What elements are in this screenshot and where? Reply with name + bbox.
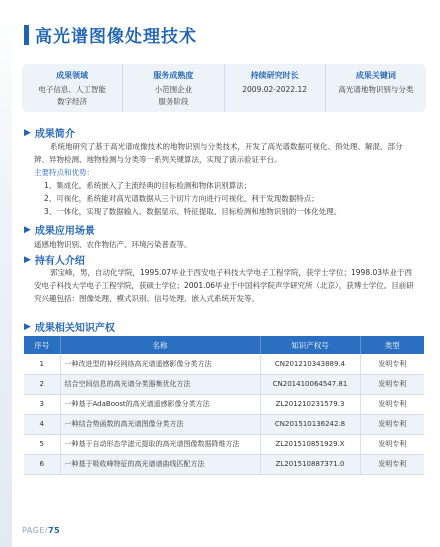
info-duration [224,64,325,112]
cell-type: 发明专利 [360,454,424,474]
cell-type: 发明专利 [360,414,424,434]
cell-ip-number: ZL201510851929.X [260,434,360,454]
cell-ip-number: CN201510136242.8 [260,414,360,434]
section-owner-heading [24,252,85,267]
info-value: 电子信息、人工智能 数字经济 [38,85,106,106]
triangle-icon: ▶ [24,127,31,138]
section-intro-heading [24,125,75,140]
cell-type: 发明专利 [360,434,424,454]
cell-ip-number: ZL201510887371.0 [260,454,360,474]
page-title: 高光谱图像处理技术 [35,27,197,47]
intro-paragraph: 系统地研究了基于高光谱成像技术的地物识别与分类技术，开发了高光谱数据可视化、预处理、解混、部分辨、异物检测、地物检测与分类等一系列关键算法，实现了演示验证平台。 [34,142,403,164]
page-number [22,526,60,535]
cell-no: 5 [24,434,60,454]
info-maturity [122,64,223,112]
info-label: 成果领域 [56,71,89,80]
cell-name: 一种结合势函数的高光谱图像分类方法 [60,414,260,434]
cell-name: 一种基于AdaBoost的高光谱遥感影像分类方法 [60,394,260,414]
info-panel [22,64,426,112]
cell-no: 1 [24,354,60,374]
title-marker [24,25,29,45]
title-block [24,22,197,47]
info-keywords [325,64,426,112]
triangle-icon: ▶ [24,254,31,265]
section-app-heading [24,222,95,237]
section-title: 成果简介 [34,129,75,140]
owner-text: 郭宝峰，男，自动化学院，1995.07毕业于西安电子科技大学电子工程学院，获学士学位；1998.03毕业于西安电子科技大学电子工程学院，获硕士学位；2001.06毕业于中国科学院声学研究所（北京），获博士学位。目前研究兴趣包括：图像处理、模式识别、信号处理、嵌入式系统开发等。 [34,268,414,303]
application-text: 遥感地物识别、农作物估产、环境污染普查等。 [34,240,192,249]
info-label: 成果关键词 [355,71,396,80]
cell-no: 6 [24,454,60,474]
header-ip-number: 知识产权号 [260,336,360,354]
section-ip-heading [24,319,115,334]
triangle-icon: ▶ [24,321,31,332]
page-prefix: PAGE/ [22,526,49,535]
table-row [24,434,424,454]
cell-ip-number: CN201210343889.4 [260,354,360,374]
header-name: 名称 [60,336,260,354]
cell-no: 2 [24,374,60,394]
info-label: 持续研究时长 [250,71,299,80]
info-field [22,64,122,112]
header-type: 类型 [360,336,424,354]
table-row [24,374,424,394]
feature-item: 1、集成化，系统嵌入了主流经典的目标检测和物体识别算法； [44,181,252,190]
feature-item: 3、一体化，实现了数据输入、数据显示、特征提取、目标检测和地物识别的一体化处理。 [44,207,342,216]
cell-type: 发明专利 [360,374,424,394]
cell-type: 发明专利 [360,354,424,374]
table-row [24,394,424,414]
info-value: 高光谱地物识别与分类 [338,85,414,94]
section-title: 成果应用场景 [34,226,95,237]
cell-type: 发明专利 [360,394,424,414]
ip-table [24,336,424,475]
section-title: 持有人介绍 [34,256,85,267]
table-row [24,354,424,374]
info-value: 2009.02-2022.12 [242,85,307,94]
section-title: 成果相关知识产权 [34,323,115,334]
cell-no: 3 [24,394,60,414]
cell-name: 结合空间信息的高光谱分类器集优化方法 [60,374,260,394]
feature-item: 2、可视化，系统能对高光谱数据从三个切片方向进行可视化，利于发现数据特点； [44,194,319,203]
table-header-row [24,336,424,354]
cell-name: 一种基于吸收峰特征的高光谱谱曲线匹配方法 [60,454,260,474]
info-value: 小范围企业 服务阶段 [154,85,193,106]
info-label: 服务成熟度 [153,71,194,80]
cell-no: 4 [24,414,60,434]
page-side-gradient [0,0,12,547]
features-title: 主要特点和优势： [34,168,94,177]
page-num: 75 [48,526,61,535]
cell-name: 一种改进型的神经网络高光谱遥感影像分类方法 [60,354,260,374]
triangle-icon: ▶ [24,224,31,235]
header-no: 序号 [24,336,60,354]
cell-ip-number: ZL201210231579.3 [260,394,360,414]
cell-name: 一种基于自动形态学滤元提取的高光谱图像数据降维方法 [60,434,260,454]
table-row [24,454,424,474]
table-row [24,414,424,434]
cell-ip-number: CN201410064547.81 [260,374,360,394]
